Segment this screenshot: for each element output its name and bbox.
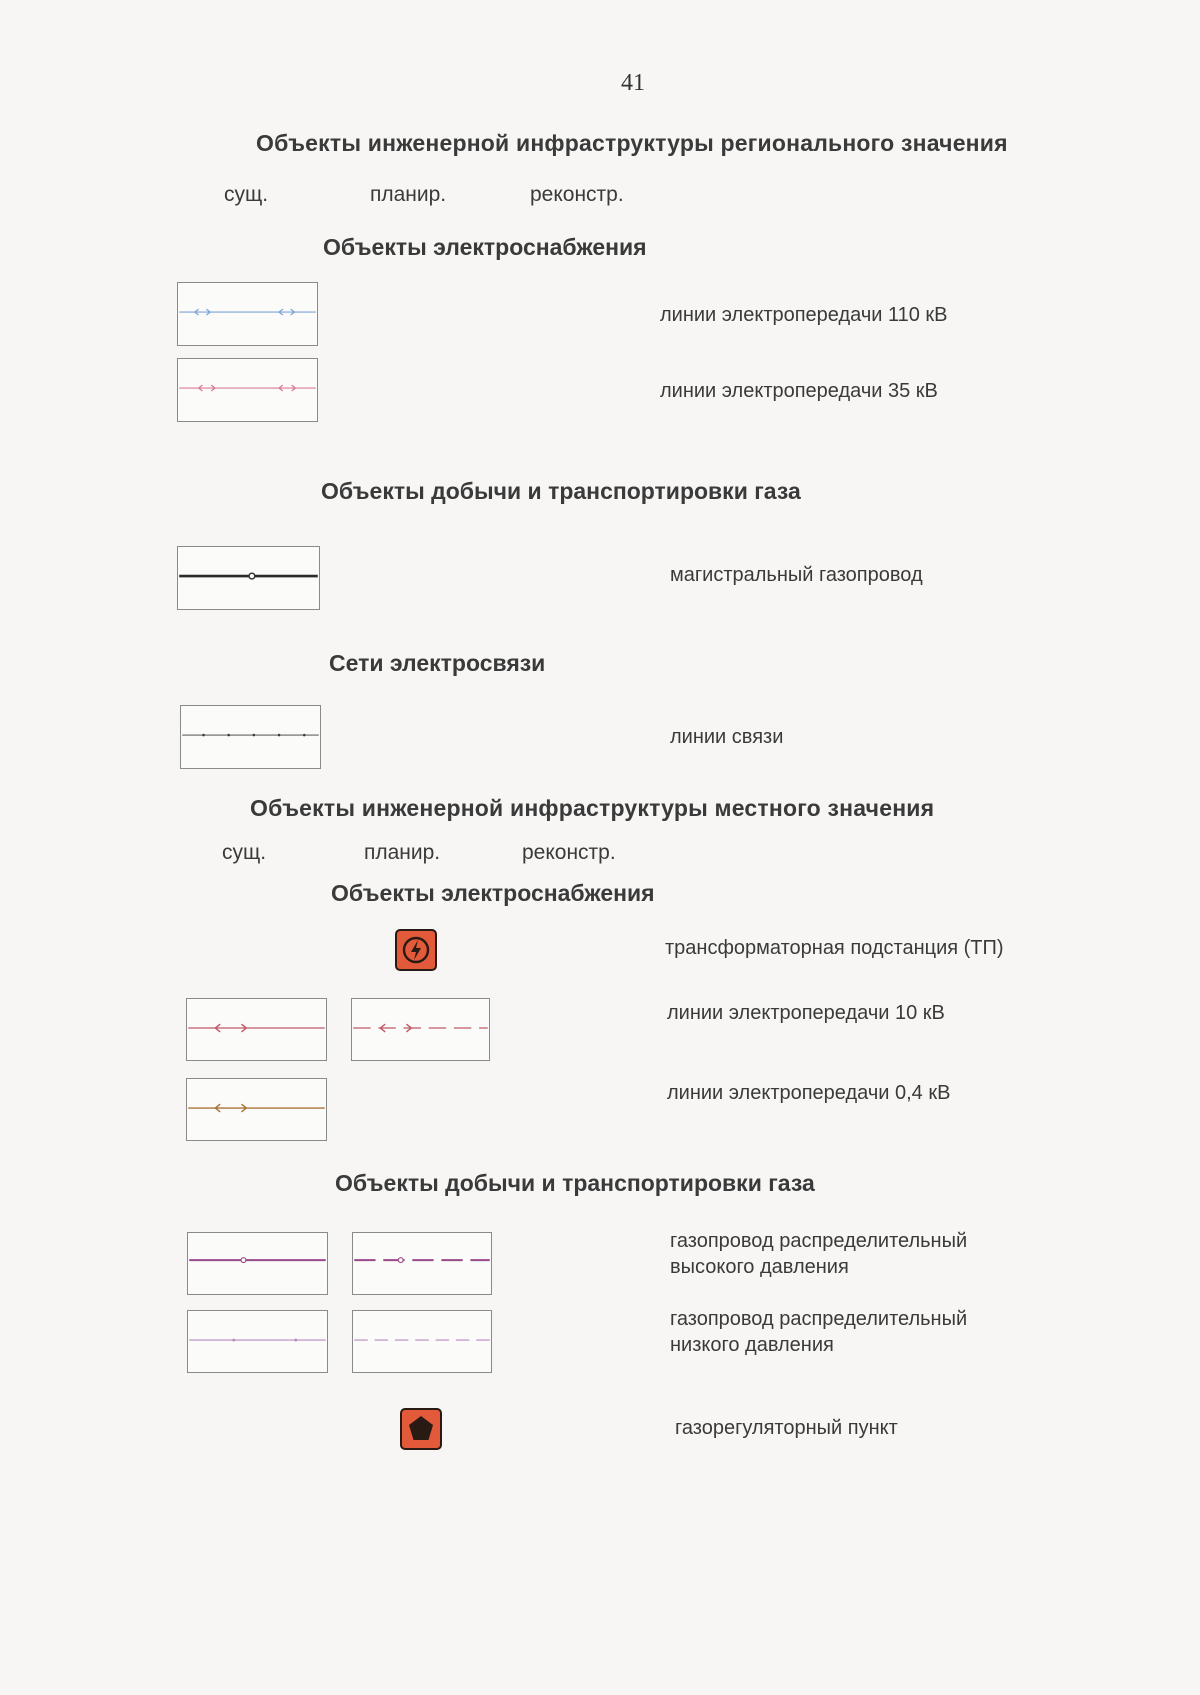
symbol-line-110kv: [177, 282, 318, 346]
regional-power-title: Объекты электроснабжения: [323, 234, 647, 260]
label-substation: трансформаторная подстанция (ТП): [665, 937, 1004, 959]
local-power-title: Объекты электроснабжения: [331, 880, 655, 906]
label-gas-regulator: газорегуляторный пункт: [675, 1417, 898, 1439]
symbol-gas-low-planned: [352, 1310, 492, 1373]
label-line-110kv: линии электропередачи 110 кВ: [660, 304, 948, 326]
local-status-reconstruct: реконстр.: [522, 841, 616, 864]
label-comm-lines: линии связи: [670, 726, 784, 748]
substation-lightning-icon: [395, 929, 437, 971]
gas-regulator-pentagon-icon: [400, 1408, 442, 1450]
label-gas-high-line1: газопровод распределительный: [670, 1230, 968, 1252]
symbol-line-10kv-existing: [186, 998, 327, 1061]
symbol-line-10kv-planned: [351, 998, 490, 1061]
local-status-planned: планир.: [364, 841, 441, 864]
label-gas-high-line2: высокого давления: [670, 1256, 849, 1278]
regional-status-existing: сущ.: [224, 183, 269, 206]
label-gas-low-line1: газопровод распределительный: [670, 1308, 968, 1330]
symbol-gas-low-existing: [187, 1310, 328, 1373]
symbol-gas-high-existing: [187, 1232, 328, 1295]
page-number: 41: [621, 70, 645, 96]
symbol-comm-lines: [180, 705, 321, 769]
regional-status-planned: планир.: [370, 183, 447, 206]
local-gas-title: Объекты добычи и транспортировки газа: [335, 1170, 815, 1196]
regional-title: Объекты инженерной инфраструктуры регионального значения: [256, 130, 1008, 156]
label-line-35kv: линии электропередачи 35 кВ: [660, 380, 938, 402]
symbol-line-35kv: [177, 358, 318, 422]
regional-status-reconstruct: реконстр.: [530, 183, 624, 206]
label-gas-low-line2: низкого давления: [670, 1334, 834, 1356]
label-line-04kv: линии электропередачи 0,4 кВ: [667, 1082, 951, 1104]
regional-gas-title: Объекты добычи и транспортировки газа: [321, 478, 801, 504]
symbol-gas-high-planned: [352, 1232, 492, 1295]
local-title: Объекты инженерной инфраструктуры местного значения: [250, 795, 935, 821]
label-line-10kv: линии электропередачи 10 кВ: [667, 1002, 945, 1024]
regional-telecom-title: Сети электросвязи: [329, 650, 546, 676]
local-status-existing: сущ.: [222, 841, 267, 864]
symbol-main-gas-pipeline: [177, 546, 320, 610]
symbol-line-04kv: [186, 1078, 327, 1141]
label-main-gas-pipeline: магистральный газопровод: [670, 564, 923, 586]
